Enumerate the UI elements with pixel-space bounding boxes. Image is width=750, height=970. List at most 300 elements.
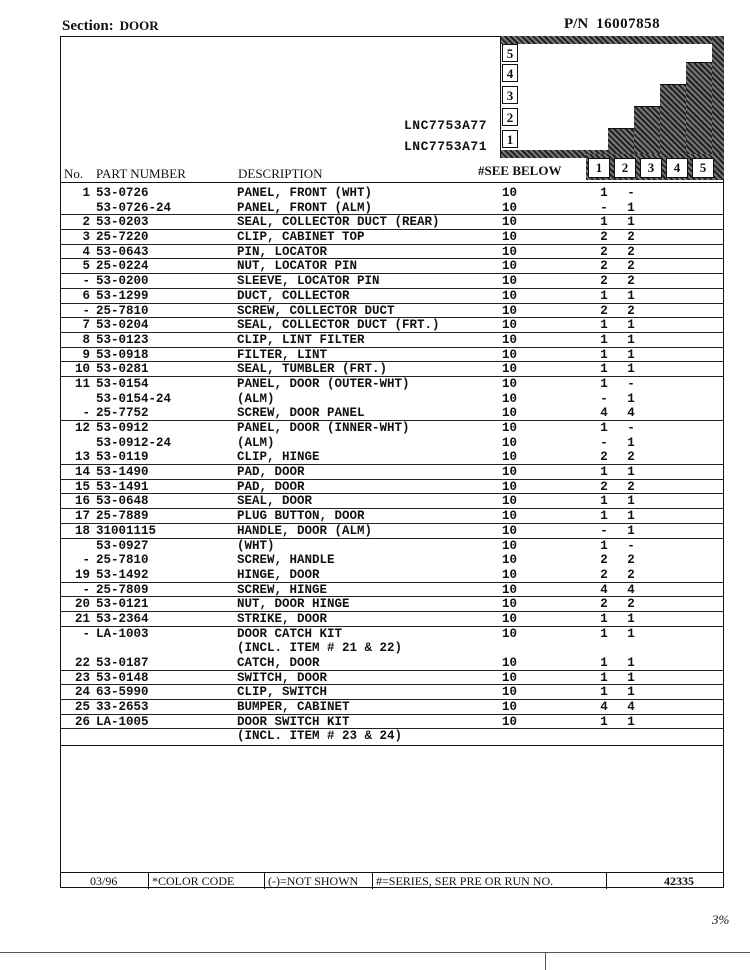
quantity-code: 10 [502, 685, 518, 700]
row-underline [60, 229, 724, 230]
footer-bar [60, 872, 724, 889]
model-1-qty: 1 [600, 362, 608, 377]
description: SCREW, DOOR PANEL [237, 406, 365, 421]
model-2-qty: 1 [627, 332, 635, 347]
model-2-qty: 1 [627, 347, 635, 362]
table-row [60, 450, 724, 465]
quantity-code: 10 [502, 288, 518, 303]
model-1-qty: 1 [600, 538, 608, 553]
table-row [60, 318, 724, 333]
table-row [60, 641, 724, 656]
footer-not-shown: (-)=NOT SHOWN [268, 874, 359, 888]
description: (ALM) [237, 391, 275, 406]
model-2-qty: 1 [627, 215, 635, 230]
table-row [60, 201, 724, 216]
item-number: - [82, 303, 90, 318]
item-number: 7 [82, 318, 90, 333]
part-number: 53-0726-24 [96, 200, 172, 215]
pn-value: 16007858 [596, 16, 661, 32]
row-underline [60, 728, 724, 729]
row-underline [60, 214, 724, 215]
row-underline [60, 347, 724, 348]
footer-divider [372, 873, 373, 889]
table-row [60, 524, 724, 539]
part-number: 53-0123 [96, 332, 149, 347]
table-row [60, 729, 724, 744]
part-number: 53-0643 [96, 244, 149, 259]
description: DUCT, COLLECTOR [237, 288, 350, 303]
table-row [60, 289, 724, 304]
row-underline [60, 626, 724, 627]
quantity-code: 10 [502, 347, 518, 362]
table-row [60, 494, 724, 509]
section-value: DOOR [119, 18, 159, 33]
model-1-qty: 1 [600, 376, 608, 391]
model-2-qty: 1 [627, 714, 635, 729]
description: CLIP, SWITCH [237, 685, 328, 700]
table-row [60, 627, 724, 642]
quantity-code: 10 [502, 670, 518, 685]
item-number: 13 [74, 450, 90, 465]
description: NUT, DOOR HINGE [237, 597, 350, 612]
quantity-code: 10 [502, 186, 518, 200]
description: SCREW, HINGE [237, 582, 328, 597]
row-underline [60, 317, 724, 318]
model-2-qty: 1 [627, 626, 635, 641]
table-row [60, 553, 724, 568]
description: CATCH, DOOR [237, 656, 320, 670]
model-2-qty: 4 [627, 582, 635, 597]
item-number: 6 [82, 288, 90, 303]
description: PAD, DOOR [237, 479, 305, 494]
table-row [60, 406, 724, 421]
part-number: 33-2653 [96, 700, 149, 715]
description: PANEL, FRONT (ALM) [237, 200, 373, 215]
table-row [60, 421, 724, 436]
quantity-code: 10 [502, 421, 518, 435]
table-row [60, 539, 724, 554]
model-step-4: 4 [502, 64, 518, 82]
model-1-qty: 1 [600, 332, 608, 347]
item-number: - [82, 626, 90, 641]
model-col-5: 5 [692, 158, 714, 178]
quantity-code: 10 [502, 509, 518, 524]
model-1-qty: 2 [600, 274, 608, 289]
description: SLEEVE, LOCATOR PIN [237, 274, 380, 289]
model-1-qty: 1 [600, 670, 608, 685]
part-number: 53-0204 [96, 318, 149, 333]
model-1-qty: 1 [600, 685, 608, 700]
model-1-qty: - [600, 200, 608, 215]
model-1-qty: 4 [600, 700, 608, 715]
model-row-5 [500, 44, 712, 63]
part-number: 53-1299 [96, 288, 149, 303]
footer-color-code: *COLOR CODE [152, 874, 235, 888]
part-number: 53-1492 [96, 567, 149, 582]
page-bottom-rule [0, 952, 750, 953]
description: STRIKE, DOOR [237, 611, 328, 626]
quantity-code: 10 [502, 215, 518, 230]
footer-series: #=SERIES, SER PRE OR RUN NO. [376, 874, 554, 888]
description: NUT, LOCATOR PIN [237, 259, 358, 274]
item-number: - [82, 553, 90, 568]
model-1-qty: - [600, 435, 608, 450]
footer-doc-number: 42335 [664, 874, 694, 888]
row-underline [60, 303, 724, 304]
table-end-rule [60, 745, 724, 746]
part-number: 53-0912-24 [96, 435, 172, 450]
table-row [60, 715, 724, 730]
quantity-code: 10 [502, 656, 518, 670]
row-underline [60, 273, 724, 274]
description: PANEL, DOOR (INNER-WHT) [237, 421, 410, 435]
part-number: 53-0281 [96, 362, 149, 377]
section-label-text: Section: [62, 18, 114, 34]
model-2-qty: 1 [627, 494, 635, 509]
description: DOOR SWITCH KIT [237, 714, 350, 729]
footer-divider [264, 873, 265, 889]
quantity-code: 10 [502, 406, 518, 421]
part-number: 25-7809 [96, 582, 149, 597]
description: (WHT) [237, 538, 275, 553]
model-2-qty: 2 [627, 567, 635, 582]
col-header-part-number: PART NUMBER [96, 166, 186, 181]
model-2-qty: 1 [627, 391, 635, 406]
page-bottom-tick [545, 952, 546, 970]
quantity-code: 10 [502, 626, 518, 641]
table-row [60, 465, 724, 480]
item-number: 16 [74, 494, 90, 509]
col-header-description: DESCRIPTION [238, 166, 323, 181]
description: SEAL, COLLECTOR DUCT (REAR) [237, 215, 440, 230]
model-1-qty: 1 [600, 288, 608, 303]
table-row [60, 348, 724, 363]
part-number-header [564, 16, 660, 33]
model-2-qty: 1 [627, 362, 635, 377]
quantity-code: 10 [502, 582, 518, 597]
quantity-code: 10 [502, 611, 518, 626]
item-number: 17 [74, 509, 90, 524]
description: SEAL, COLLECTOR DUCT (FRT.) [237, 318, 440, 333]
model-2-qty: - [627, 538, 635, 553]
model-col-4: 4 [666, 158, 688, 178]
model-1-qty: 1 [600, 509, 608, 524]
row-underline [60, 596, 724, 597]
row-underline [60, 332, 724, 333]
quantity-code: 10 [502, 200, 518, 215]
quantity-code: 10 [502, 450, 518, 465]
handwritten-mark: 3% [712, 912, 730, 927]
quantity-code: 10 [502, 597, 518, 612]
model-1-qty: 2 [600, 244, 608, 259]
parts-table [60, 186, 724, 746]
item-number: 3 [82, 230, 90, 245]
model-2-qty: - [627, 421, 635, 435]
model-1-qty: 1 [600, 494, 608, 509]
model-1-qty: 2 [600, 230, 608, 245]
quantity-code: 10 [502, 479, 518, 494]
footer-date: 03/96 [90, 874, 118, 888]
model-name-2: LNC7753A77 [404, 118, 488, 133]
description: CLIP, CABINET TOP [237, 230, 365, 245]
table-row [60, 304, 724, 319]
quantity-code: 10 [502, 714, 518, 729]
quantity-code: 10 [502, 391, 518, 406]
model-1-qty: 2 [600, 303, 608, 318]
part-number: 53-0648 [96, 494, 149, 509]
quantity-code: 10 [502, 567, 518, 582]
model-2-qty: 1 [627, 611, 635, 626]
model-step-2: 2 [502, 108, 518, 126]
row-underline [60, 684, 724, 685]
quantity-code: 10 [502, 274, 518, 289]
col-header-qty: #SEE BELOW [478, 163, 562, 178]
row-underline [60, 479, 724, 480]
footer-divider [148, 873, 149, 889]
model-1-qty: 2 [600, 259, 608, 274]
model-1-qty: 1 [600, 714, 608, 729]
model-1-qty: 2 [600, 567, 608, 582]
quantity-code: 10 [502, 303, 518, 318]
model-row-4 [500, 62, 686, 85]
description: FILTER, LINT [237, 347, 328, 362]
table-row [60, 568, 724, 583]
part-number: 25-7220 [96, 230, 149, 245]
row-underline [60, 493, 724, 494]
item-number: 25 [74, 700, 90, 715]
table-row [60, 215, 724, 230]
part-number: 53-2364 [96, 611, 149, 626]
item-number: 23 [74, 670, 90, 685]
model-2-qty: 2 [627, 274, 635, 289]
quantity-code: 10 [502, 538, 518, 553]
quantity-code: 10 [502, 553, 518, 568]
row-underline [60, 523, 724, 524]
model-1-qty: 1 [600, 626, 608, 641]
part-number: 63-5990 [96, 685, 149, 700]
part-number: 25-7752 [96, 406, 149, 421]
quantity-code: 10 [502, 332, 518, 347]
description: SCREW, COLLECTOR DUCT [237, 303, 395, 318]
table-row [60, 362, 724, 377]
description: CLIP, LINT FILTER [237, 332, 365, 347]
model-2-qty: 1 [627, 288, 635, 303]
description: HINGE, DOOR [237, 567, 320, 582]
item-number: 8 [82, 332, 90, 347]
table-row [60, 583, 724, 598]
description: CLIP, HINGE [237, 450, 320, 465]
quantity-code: 10 [502, 523, 518, 538]
description: SEAL, TUMBLER (FRT.) [237, 362, 388, 377]
model-2-qty: 2 [627, 230, 635, 245]
part-number: 53-0154-24 [96, 391, 172, 406]
row-underline [60, 244, 724, 245]
description: DOOR CATCH KIT [237, 626, 343, 641]
model-2-qty: - [627, 186, 635, 200]
model-hatch-2 [634, 106, 660, 158]
table-row [60, 186, 724, 201]
table-row [60, 377, 724, 392]
item-number: 20 [74, 597, 90, 612]
model-1-qty: 1 [600, 186, 608, 200]
item-number: 9 [82, 347, 90, 362]
model-name-1: LNC7753A71 [404, 139, 488, 154]
model-1-qty: 2 [600, 553, 608, 568]
part-number: 53-0918 [96, 347, 149, 362]
description: (INCL. ITEM # 21 & 22) [237, 641, 403, 656]
quantity-code: 10 [502, 465, 518, 480]
item-number: 22 [74, 656, 90, 670]
model-2-qty: 1 [627, 670, 635, 685]
model-2-qty: 1 [627, 656, 635, 670]
section-label [62, 18, 159, 35]
model-1-qty: 2 [600, 597, 608, 612]
model-step-3: 3 [502, 86, 518, 104]
part-number: LA-1003 [96, 626, 149, 641]
model-1-qty: 4 [600, 582, 608, 597]
model-1-qty: 1 [600, 656, 608, 670]
part-number: 53-0148 [96, 670, 149, 685]
table-row [60, 671, 724, 686]
part-number: 53-0187 [96, 656, 149, 670]
description: SWITCH, DOOR [237, 670, 328, 685]
model-1-qty: 1 [600, 465, 608, 480]
table-row [60, 436, 724, 451]
model-1-qty: - [600, 523, 608, 538]
model-1-qty: 2 [600, 450, 608, 465]
model-col-2: 2 [614, 158, 636, 178]
col-header-no: No. [64, 166, 84, 181]
row-underline [60, 538, 724, 539]
description: PAD, DOOR [237, 465, 305, 480]
model-2-qty: 1 [627, 200, 635, 215]
quantity-code: 10 [502, 700, 518, 715]
row-underline [60, 582, 724, 583]
row-underline [60, 288, 724, 289]
description: SCREW, HANDLE [237, 553, 335, 568]
pn-label-text: P/N [564, 16, 589, 32]
table-row [60, 700, 724, 715]
quantity-code: 10 [502, 494, 518, 509]
item-number: 4 [82, 244, 90, 259]
item-number: - [82, 406, 90, 421]
item-number: 2 [82, 215, 90, 230]
table-row [60, 230, 724, 245]
description: PIN, LOCATOR [237, 244, 328, 259]
model-2-qty: 1 [627, 435, 635, 450]
item-number: 19 [74, 567, 90, 582]
row-underline [60, 376, 724, 377]
model-row-2 [500, 106, 634, 129]
row-underline [60, 258, 724, 259]
table-row [60, 656, 724, 671]
model-1-qty: 1 [600, 215, 608, 230]
part-number: 25-7810 [96, 303, 149, 318]
model-1-qty: 1 [600, 318, 608, 333]
item-number: 5 [82, 259, 90, 274]
item-number: 24 [74, 685, 90, 700]
model-divider [500, 36, 501, 158]
item-number: 26 [74, 714, 90, 729]
table-row [60, 333, 724, 348]
item-number: 11 [74, 376, 90, 391]
model-2-qty: 2 [627, 597, 635, 612]
quantity-code: 10 [502, 244, 518, 259]
item-number: 21 [74, 611, 90, 626]
row-underline [60, 464, 724, 465]
model-2-qty: 1 [627, 509, 635, 524]
item-number: 15 [74, 479, 90, 494]
model-2-qty: 2 [627, 244, 635, 259]
table-row [60, 509, 724, 524]
header-rule [60, 182, 724, 183]
part-number: 53-0119 [96, 450, 149, 465]
model-1-qty: 1 [600, 347, 608, 362]
model-hatch-5 [712, 36, 724, 158]
item-number: 14 [74, 465, 90, 480]
part-number: 53-1490 [96, 465, 149, 480]
table-row [60, 274, 724, 289]
description: HANDLE, DOOR (ALM) [237, 523, 373, 538]
model-1-qty: 2 [600, 479, 608, 494]
quantity-code: 10 [502, 435, 518, 450]
part-number: 53-0912 [96, 421, 149, 435]
model-1-qty: 4 [600, 406, 608, 421]
row-underline [60, 699, 724, 700]
part-number: 25-7810 [96, 553, 149, 568]
item-number: - [82, 274, 90, 289]
part-number: 53-0203 [96, 215, 149, 230]
table-row [60, 685, 724, 700]
model-step-5: 5 [502, 44, 518, 62]
model-2-qty: 4 [627, 406, 635, 421]
description: SEAL, DOOR [237, 494, 313, 509]
model-1-qty: 1 [600, 421, 608, 435]
model-row-3 [500, 84, 660, 107]
model-hatch-top [500, 36, 724, 44]
description: (INCL. ITEM # 23 & 24) [237, 729, 403, 744]
model-2-qty: 1 [627, 685, 635, 700]
part-number: 25-0224 [96, 259, 149, 274]
row-underline [60, 670, 724, 671]
model-2-qty: 1 [627, 318, 635, 333]
model-2-qty: 2 [627, 303, 635, 318]
item-number: 18 [74, 523, 90, 538]
row-underline [60, 611, 724, 612]
footer-divider [606, 873, 607, 889]
model-2-qty: 2 [627, 259, 635, 274]
model-hatch-4 [686, 62, 712, 158]
model-2-qty: - [627, 376, 635, 391]
row-underline [60, 361, 724, 362]
description: PANEL, DOOR (OUTER-WHT) [237, 376, 410, 391]
model-1-qty: - [600, 391, 608, 406]
part-number: 53-0154 [96, 376, 149, 391]
table-row [60, 612, 724, 627]
item-number: 1 [82, 186, 90, 200]
model-2-qty: 2 [627, 553, 635, 568]
quantity-code: 10 [502, 362, 518, 377]
table-row [60, 597, 724, 612]
table-row [60, 392, 724, 407]
quantity-code: 10 [502, 376, 518, 391]
part-number: LA-1005 [96, 714, 149, 729]
description: PLUG BUTTON, DOOR [237, 509, 365, 524]
item-number: - [82, 582, 90, 597]
table-row [60, 259, 724, 274]
model-hatch-3 [660, 84, 686, 158]
row-underline [60, 714, 724, 715]
